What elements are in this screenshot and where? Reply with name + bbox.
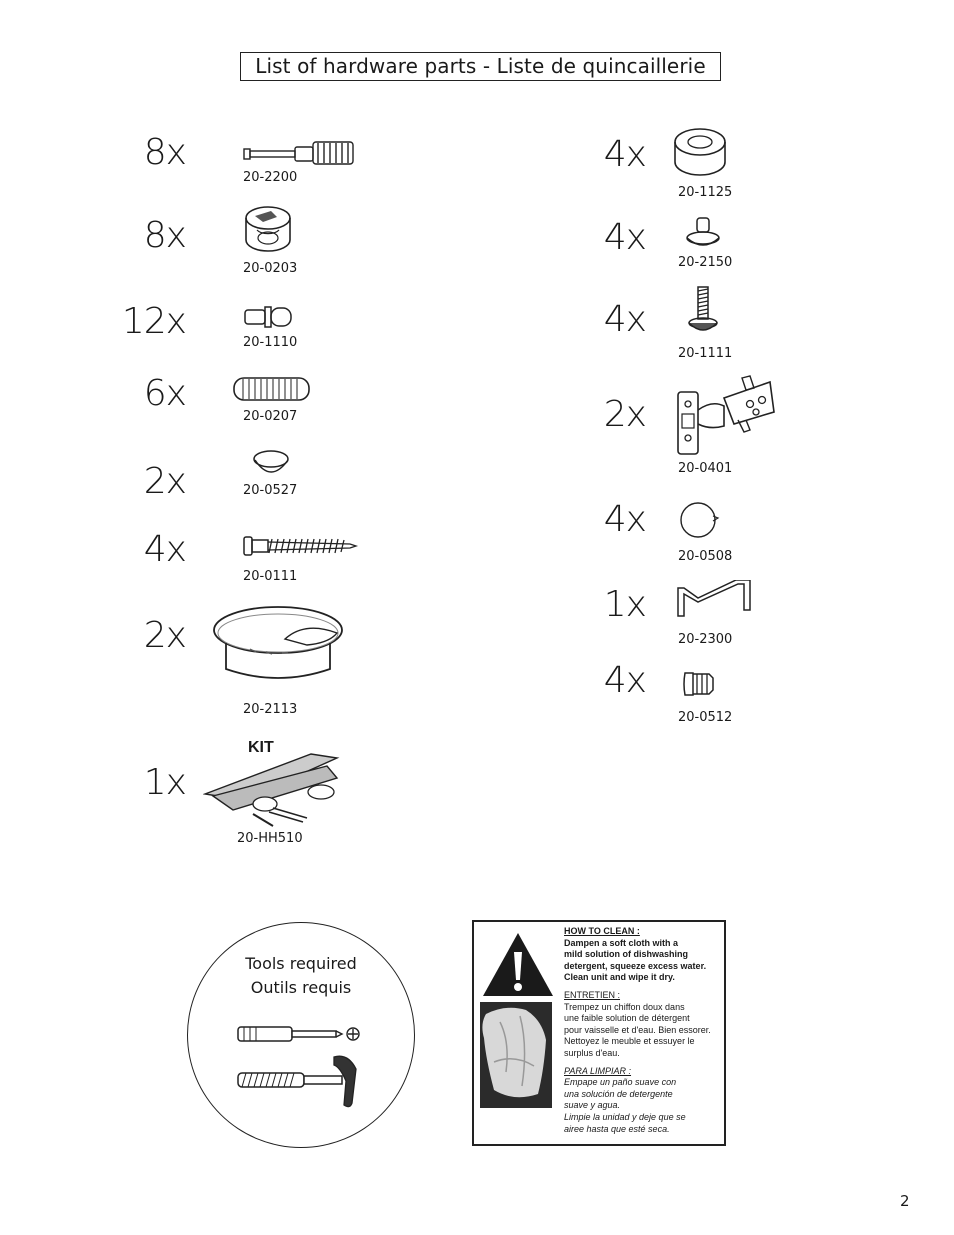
part-code: 20-HH510 — [237, 831, 303, 846]
part-code: 20-2300 — [678, 632, 733, 647]
part-quantity: 4x — [143, 529, 186, 570]
screwdriver-icon — [238, 1027, 342, 1041]
care-line: surplus d'eau. — [564, 1047, 620, 1058]
care-line: Trempez un chiffon doux dans — [564, 1001, 685, 1012]
page-title: List of hardware parts - Liste de quincaillerie — [240, 52, 721, 81]
part-quantity: 8x — [143, 132, 186, 173]
care-line: Dampen a soft cloth with a — [564, 937, 679, 948]
tools-required-panel — [187, 922, 415, 1148]
allen-key-icon — [674, 580, 754, 620]
tools-illustration — [236, 1025, 366, 1115]
part-code: 20-1110 — [243, 335, 298, 350]
cap-icon — [679, 500, 721, 542]
care-line: airee hasta que esté seca. — [564, 1123, 670, 1134]
leveler-bolt-icon — [683, 285, 723, 337]
insert-icon — [682, 670, 718, 698]
care-line: una solución de detergente — [564, 1088, 673, 1099]
warning-triangle-icon — [480, 930, 556, 1000]
cam-bolt-icon — [242, 140, 357, 168]
care-line: pour vaisselle et d'eau. Bien essorer. — [564, 1024, 711, 1035]
care-line: suave y agua. — [564, 1100, 621, 1111]
part-quantity: 4x — [603, 217, 646, 258]
care-line: Empape un paño suave con — [564, 1077, 677, 1088]
part-code: 20-0508 — [678, 549, 733, 564]
part-code: 20-0527 — [243, 483, 298, 498]
part-quantity: 2x — [143, 615, 186, 656]
care-heading-en: HOW TO CLEAN : — [564, 926, 640, 936]
bumper-icon — [252, 449, 292, 479]
care-heading-es: PARA LIMPIAR : — [564, 1065, 632, 1076]
care-line: Clean unit and wipe it dry. — [564, 972, 675, 983]
care-line: detergent, squeeze excess water. — [564, 960, 707, 971]
cloth-icon — [480, 1002, 552, 1108]
part-quantity: 4x — [603, 499, 646, 540]
hammer-icon — [238, 1056, 356, 1106]
care-line: Nettoyez le meuble et essuyer le — [564, 1036, 695, 1047]
care-heading-fr: ENTRETIEN : — [564, 989, 621, 1000]
cleaning-instructions-panel — [472, 920, 726, 1146]
part-code: 20-2150 — [678, 255, 733, 270]
part-code: 20-0207 — [243, 409, 298, 424]
part-quantity: 4x — [603, 660, 646, 701]
page-number: 2 — [900, 1192, 910, 1210]
wood-dowel-icon — [231, 375, 313, 403]
part-code: 20-0203 — [243, 261, 298, 276]
part-quantity: 1x — [143, 762, 186, 803]
care-line: une faible solution de détergent — [564, 1013, 690, 1024]
screw-icon — [242, 535, 360, 559]
part-code: 20-0111 — [243, 569, 298, 584]
part-quantity: 4x — [603, 134, 646, 175]
hinge-icon — [674, 374, 780, 458]
part-quantity: 2x — [603, 394, 646, 435]
tools-required-label-fr: Outils requis — [250, 978, 352, 997]
tools-required-label: Tools required — [245, 954, 357, 973]
part-code: 20-2200 — [243, 170, 298, 185]
cleaning-text — [564, 926, 724, 1135]
part-code: 20-0512 — [678, 710, 733, 725]
part-quantity: 1x — [603, 584, 646, 625]
part-code: 20-1125 — [678, 185, 733, 200]
glide-icon — [672, 126, 728, 182]
leveler-base-icon — [683, 216, 723, 250]
cam-lock-icon — [243, 204, 295, 256]
part-quantity: 4x — [603, 299, 646, 340]
part-code: 20-0401 — [678, 461, 733, 476]
part-quantity: 12x — [121, 301, 186, 342]
part-code: 20-1111 — [678, 346, 733, 361]
part-quantity: 2x — [143, 461, 186, 502]
part-quantity: 8x — [143, 215, 186, 256]
part-code: 20-2113 — [243, 702, 298, 717]
part-quantity: 6x — [143, 373, 186, 414]
shelf-pin-icon — [243, 305, 295, 331]
phillips-head-icon — [347, 1028, 359, 1040]
care-line: mild solution of dishwashing — [564, 949, 688, 960]
anti-tip-kit-icon — [203, 752, 353, 830]
grommet-icon — [210, 603, 346, 683]
kit-label: KIT — [248, 739, 274, 756]
care-line: Limpie la unidad y deje que se — [564, 1111, 686, 1122]
